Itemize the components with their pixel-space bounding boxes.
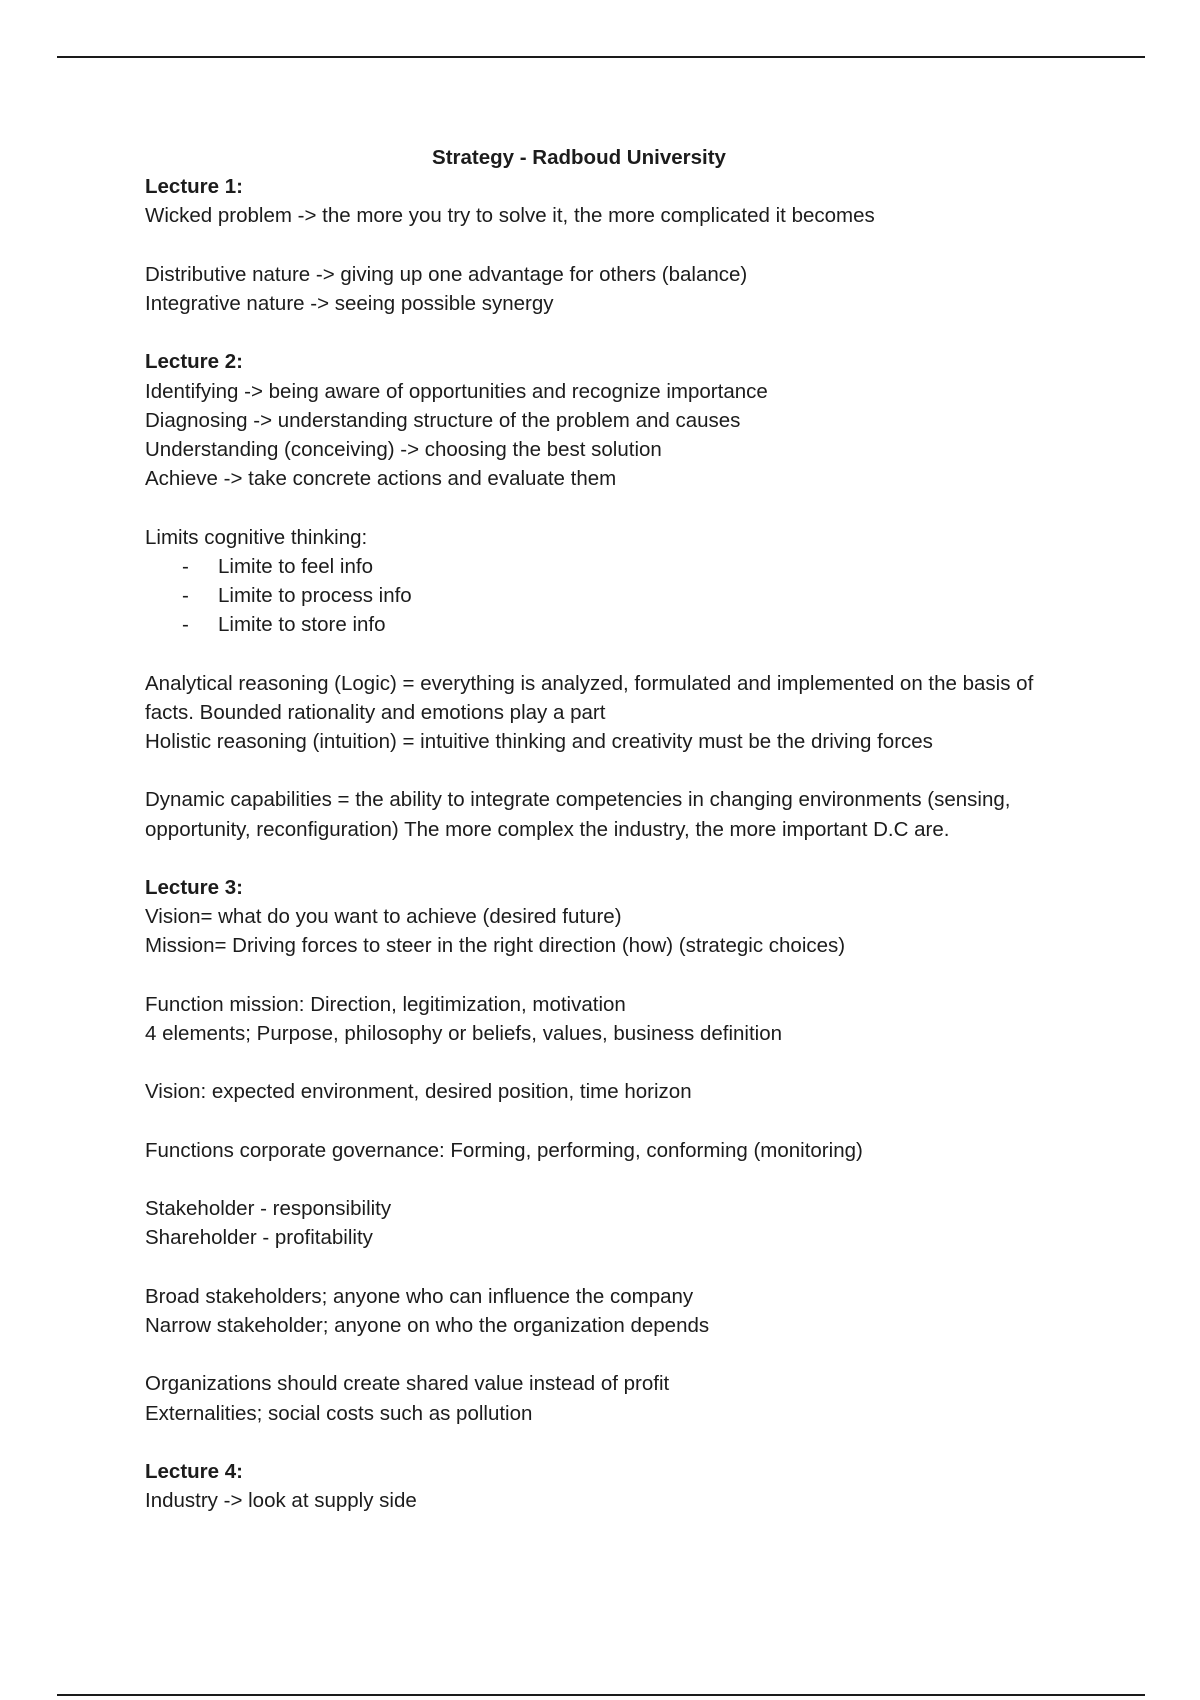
bullet-dash: - — [182, 613, 189, 637]
four-elements-text: 4 elements; Purpose, philosophy or beliefs, values, business definition — [145, 1021, 783, 1045]
mission-text: Mission= Driving forces to steer in the right direction (how) (strategic choices) — [145, 934, 846, 958]
list-item-text: Limite to feel info — [218, 554, 373, 578]
distributive-nature-text: Distributive nature -> giving up one advantage for others (balance) — [145, 262, 748, 286]
industry-text: Industry -> look at supply side — [145, 1489, 417, 1513]
lecture-3-heading: Lecture 3: — [145, 875, 243, 899]
list-item-text: Limite to store info — [218, 613, 386, 637]
lecture-1-heading: Lecture 1: — [145, 175, 243, 199]
vision-text: Vision= what do you want to achieve (desired future) — [145, 905, 622, 929]
analytical-reasoning-text: Analytical reasoning (Logic) = everything is analyzed, formulated and implemented on the basis of facts. Bounded rationality and emotions play a part — [145, 671, 1034, 724]
stakeholder-text: Stakeholder - responsibility — [145, 1197, 392, 1221]
bullet-dash: - — [182, 584, 189, 607]
vision-environment-text: Vision: expected environment, desired position, time horizon — [145, 1080, 692, 1104]
lecture-2-heading: Lecture 2: — [145, 350, 243, 374]
limits-list — [145, 552, 1065, 640]
understanding-text: Understanding (conceiving) -> choosing the best solution — [145, 438, 662, 461]
list-item-text: Limite to process info — [218, 584, 412, 607]
lecture-4-heading: Lecture 4: — [145, 1459, 243, 1483]
list-item — [145, 581, 1065, 610]
bullet-dash: - — [182, 554, 189, 578]
shared-value-text: Organizations should create shared value instead of profit — [145, 1372, 670, 1396]
document-title: Strategy - Radboud University — [432, 146, 726, 169]
bottom-rule — [57, 1694, 1145, 1696]
list-item — [145, 552, 1065, 581]
shareholder-text: Shareholder - profitability — [145, 1226, 373, 1250]
broad-stakeholders-text: Broad stakeholders; anyone who can influence the company — [145, 1284, 694, 1308]
function-mission-text: Function mission: Direction, legitimization, motivation — [145, 992, 626, 1016]
achieve-text: Achieve -> take concrete actions and evaluate them — [145, 467, 617, 491]
dynamic-capabilities-text: Dynamic capabilities = the ability to integrate competencies in changing environments (sensing, opportunity, reconfiguration) The more complex the industry, the more important D.C are. — [145, 788, 1011, 841]
list-item — [145, 610, 1065, 639]
document-body — [145, 143, 1065, 1515]
diagnosing-text: Diagnosing -> understanding structure of the problem and causes — [145, 408, 741, 432]
top-rule — [57, 56, 1145, 58]
narrow-stakeholder-text: Narrow stakeholder; anyone on who the organization depends — [145, 1313, 710, 1337]
externalities-text: Externalities; social costs such as pollution — [145, 1401, 533, 1425]
integrative-nature-text: Integrative nature -> seeing possible synergy — [145, 292, 554, 315]
holistic-reasoning-text: Holistic reasoning (intuition) = intuitive thinking and creativity must be the driving forces — [145, 730, 933, 753]
limits-cognitive-heading: Limits cognitive thinking: — [145, 525, 368, 549]
corporate-governance-text: Functions corporate governance: Forming, performing, conforming (monitoring) — [145, 1138, 863, 1162]
identifying-text: Identifying -> being aware of opportunities and recognize importance — [145, 379, 768, 403]
wicked-problem-text: Wicked problem -> the more you try to solve it, the more complicated it becomes — [145, 204, 875, 228]
